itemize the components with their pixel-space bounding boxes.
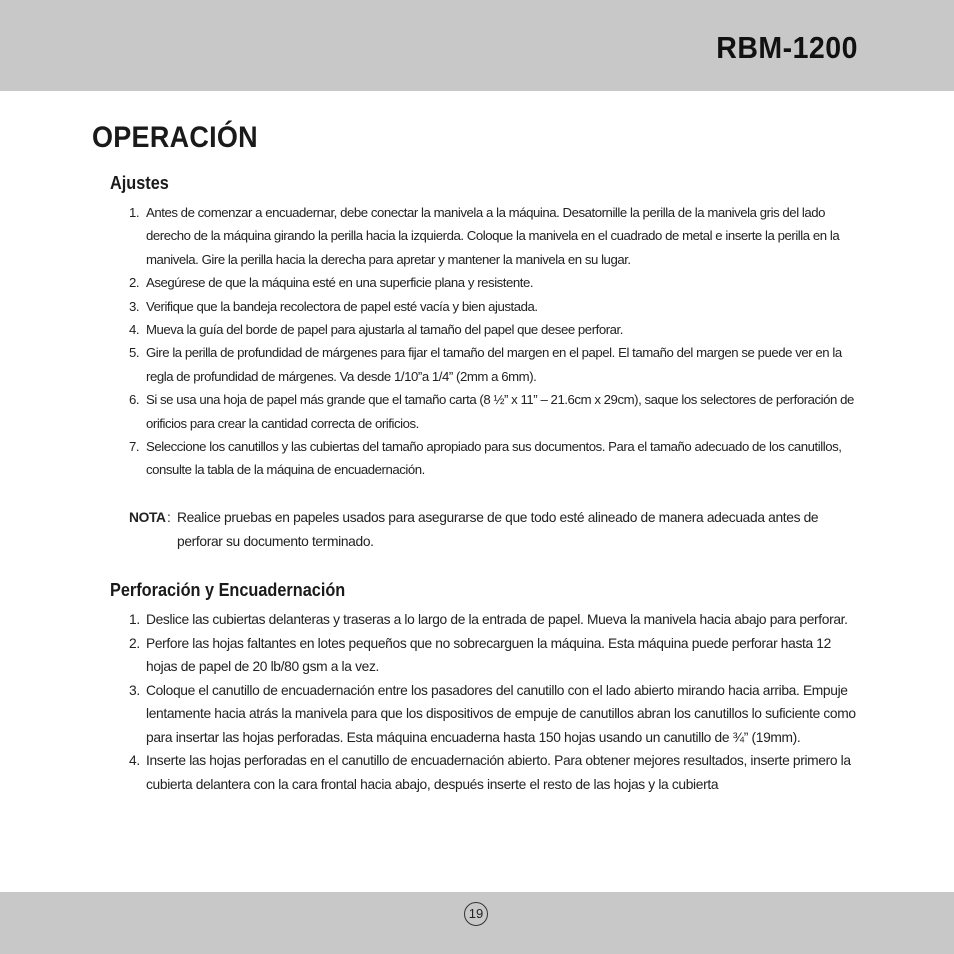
list-item: [129, 435, 869, 482]
item-text: Gire la perilla de profundidad de márgenes para fijar el tamaño del margen en el papel. El tamaño del margen se puede ver en la regla de profundidad de márgenes. Va desde 1/10”a 1/4” (2mm a 6mm).: [146, 345, 842, 384]
list-item: [129, 318, 869, 341]
item-text: Verifique que la bandeja recolectora de papel esté vacía y bien ajustada.: [146, 298, 538, 314]
item-text: Coloque el canutillo de encuadernación entre los pasadores del canutillo con el lado abierto mirando hacia arriba. Empuje lentamente hacia atrás la manivela para que los dispositivos de empuje de canutillos abran los canutillos lo suficiente como para insertar las hojas perforadas. Esta máquina encuaderna hasta 150 hojas usando un canutillo de ¾” (19mm).: [146, 682, 856, 745]
item-text: Seleccione los canutillos y las cubiertas del tamaño apropiado para sus documentos. Para el tamaño adecuado de los canutillos, consulte la tabla de la máquina de encuadernación.: [146, 439, 842, 478]
list-item: [129, 632, 859, 679]
item-text: Inserte las hojas perforadas en el canutillo de encuadernación abierto. Para obtener mejores resultados, inserte primero la cubierta delantera con la cara frontal hacia abajo, después inserte el resto de las hojas y la cubierta: [146, 753, 851, 792]
header-band: [0, 0, 954, 91]
note-text: Realice pruebas en papeles usados para asegurarse de que todo esté alineado de manera adecuada antes de perforar su documento terminado.: [177, 510, 819, 549]
item-text: Antes de comenzar a encuadernar, debe conectar la manivela a la máquina. Desatornille la perilla de la manivela gris del lado derecho de la máquina girando la perilla hacia la izquierda. Coloque la manivela en el cuadrado de metal e inserte la perilla en la manivela. Gire la perilla hacia la derecha para apretar y mantener la manivela en su lugar.: [146, 205, 840, 267]
list-item: [129, 749, 859, 796]
model-number: RBM-1200: [716, 30, 858, 65]
item-number: 3.: [129, 298, 140, 314]
item-number: 2.: [129, 635, 140, 651]
item-number: 6.: [129, 392, 140, 408]
item-number: 1.: [129, 612, 140, 627]
list-item: [129, 295, 869, 318]
item-text: Si se usa una hoja de papel más grande que el tamaño carta (8 ½” x 11” – 21.6cm x 29cm), saque los selectores de perforación de orificios para crear la cantidad correcta de orificios.: [146, 392, 854, 431]
item-number: 2.: [129, 275, 140, 291]
item-text: Asegúrese de que la máquina esté en una superficie plana y resistente.: [146, 275, 534, 291]
note-label: NOTA: [129, 510, 166, 525]
item-number: 1.: [129, 205, 140, 220]
item-number: 3.: [129, 682, 140, 698]
perforacion-list: [129, 608, 859, 796]
list-item: [129, 679, 859, 750]
item-number: 7.: [129, 439, 140, 455]
section-heading-perforacion: Perforación y Encuadernación: [110, 579, 346, 600]
page-number: 19: [464, 902, 488, 926]
item-text: Mueva la guía del borde de papel para ajustarla al tamaño del papel que desee perforar.: [146, 322, 623, 338]
item-number: 5.: [129, 345, 140, 361]
list-item: [129, 271, 869, 294]
page-title: OPERACIÓN: [92, 121, 258, 154]
item-text: Perfore las hojas faltantes en lotes pequeños que no sobrecarguen la máquina. Esta máquina puede perforar hasta 12 hojas de papel de 20 lb/80 gsm a la vez.: [146, 635, 831, 674]
note-block: [129, 506, 859, 553]
list-item: [129, 388, 869, 435]
section-heading-ajustes: Ajustes: [110, 172, 169, 193]
list-item: [129, 608, 859, 632]
item-text: Deslice las cubiertas delanteras y traseras a lo largo de la entrada de papel. Mueva la manivela hacia abajo para perforar.: [146, 612, 848, 627]
item-number: 4.: [129, 753, 140, 768]
item-number: 4.: [129, 322, 140, 338]
note-colon: :: [167, 510, 171, 525]
list-item: [129, 201, 869, 271]
ajustes-list: [129, 201, 869, 482]
list-item: [129, 341, 869, 388]
